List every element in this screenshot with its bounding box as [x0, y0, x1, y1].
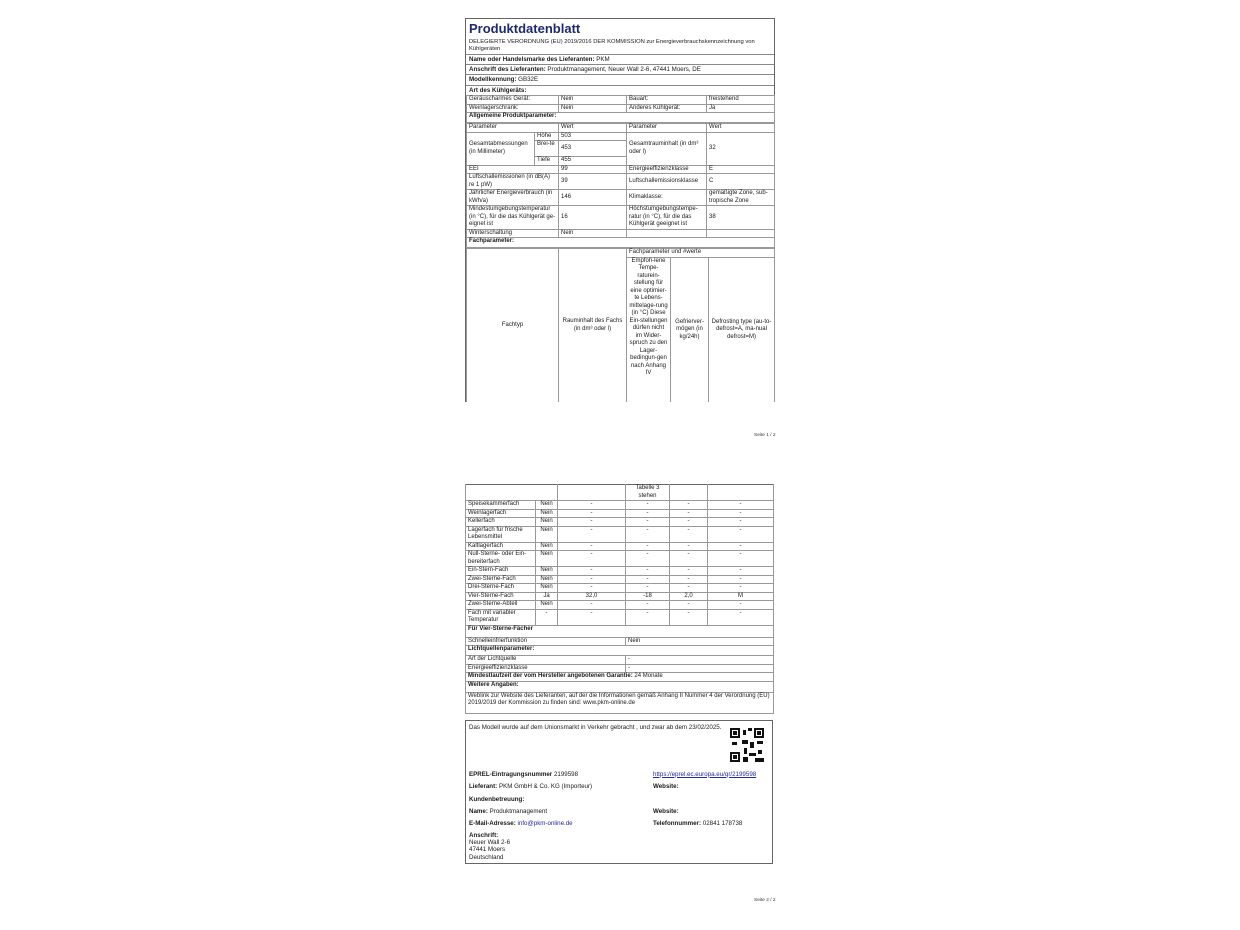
- compartment-row: [466, 551, 774, 567]
- supplier-value: PKM: [596, 55, 610, 63]
- warranty-label: Mindestlaufzeit der vom Hersteller angebotenen Garantie:: [468, 673, 633, 679]
- compartment-volume: -: [558, 518, 626, 527]
- compartment-row: [466, 501, 774, 510]
- compartment-name: Speisekammerfach: [466, 501, 536, 510]
- email-label: E-Mail-Adresse:: [469, 819, 516, 827]
- model-label: Modellkennung:: [469, 76, 517, 84]
- param-label: EEI: [467, 165, 559, 174]
- appliance-type-header: Art des Kühlgeräts:: [469, 86, 527, 94]
- col-param-header: Parameter: [627, 124, 707, 133]
- compartment-name: Zwei-Sterne-Fach: [466, 575, 536, 584]
- compartment-row: [466, 584, 774, 593]
- compartment-freeze: -: [670, 501, 708, 510]
- address-row: [466, 65, 774, 75]
- param-label: Klimaklasse:: [627, 190, 707, 206]
- compartment-present: Nein: [536, 601, 558, 610]
- compartment-temp: -: [626, 518, 670, 527]
- param-label: Jährlicher Energieverbrauch (in kWh/a): [467, 190, 559, 206]
- param-label: Mindestumgebungstemperatur (in °C), für die das Kühlgerät ge-eignet ist: [467, 206, 559, 230]
- compartment-row: [466, 518, 774, 527]
- compartment-temp: -: [626, 575, 670, 584]
- compartment-name: Zwei-Sterne-Abteil: [466, 601, 536, 610]
- compartment-name: Kellerfach: [466, 518, 536, 527]
- dimension-value: 503: [559, 132, 627, 141]
- compartment-defrost: -: [708, 584, 774, 593]
- param-value: gemäßigte Zone, sub-tropische Zone: [707, 190, 775, 206]
- col-param-header: Parameter: [467, 124, 559, 133]
- compartment-name: Vier-Sterne-Fach: [466, 592, 536, 601]
- email-row: [469, 820, 573, 827]
- email-value[interactable]: info@pkm-online.de: [517, 819, 573, 827]
- compartment-defrost: -: [708, 567, 774, 576]
- compartment-volume: -: [558, 551, 626, 567]
- type-value: Nein: [559, 96, 627, 105]
- address-line: Deutschland: [469, 853, 504, 861]
- comp-col-freeze: Gefrierver-mögen (in kg/24h): [671, 257, 709, 402]
- compartment-row: [466, 609, 774, 625]
- type-value: freistehend: [707, 96, 775, 105]
- dimension-label: Brei-te: [535, 141, 559, 157]
- compartment-freeze: -: [670, 509, 708, 518]
- type-label: Bauart:: [627, 96, 707, 105]
- page-number: Seite 1 / 2: [754, 433, 776, 438]
- compartment-volume: -: [558, 609, 626, 625]
- supplier-label: Name oder Handelsmarke des Lieferanten:: [469, 55, 595, 63]
- compartment-temp: -: [626, 501, 670, 510]
- type-row: [467, 104, 775, 113]
- phone-value: 02841 178738: [702, 819, 743, 827]
- page-2: [465, 484, 773, 864]
- comp-col-temp: Empfoh-lene Tempe-raturein-stellung für eine optimier-te Lebens-mittelage-rung (in °C) Diese Ein-stellungen dürfen nicht im Wider-spruch zu den Lager-bedingun-gen nach Anhang IV: [627, 257, 671, 402]
- supplier-row: [469, 783, 592, 790]
- website-label: Website:: [653, 782, 679, 790]
- type-label: Geräuscharmes Gerät:: [467, 96, 559, 105]
- compartment-volume: -: [558, 584, 626, 593]
- param-value: [707, 229, 775, 238]
- eprel-label: EPREL-Eintragungsnummer: [469, 770, 553, 778]
- compartment-defrost: -: [708, 526, 774, 542]
- market-text: Das Modell wurde auf dem Unionsmarkt in Verkehr gebracht , und zwar ab dem 23/02/2025.: [469, 723, 722, 731]
- compartment-name: Kaltlagerfach: [466, 542, 536, 551]
- compartment-freeze: -: [670, 518, 708, 527]
- compartment-present: Nein: [536, 526, 558, 542]
- compartment-defrost: -: [708, 575, 774, 584]
- comp-group-header: Fachparameter und #werte: [627, 249, 775, 258]
- compartment-freeze: -: [670, 575, 708, 584]
- param-value: Nein: [559, 229, 627, 238]
- registration-box: [465, 720, 773, 864]
- warranty-value: 24 Monate: [634, 673, 663, 679]
- general-params-header: Allgemeine Produktparameter:: [467, 113, 775, 123]
- page-number: Seite 2 / 2: [754, 898, 776, 903]
- compartment-defrost: M: [708, 592, 774, 601]
- param-label: [627, 229, 707, 238]
- type-value: Nein: [559, 104, 627, 113]
- compartment-row: [466, 542, 774, 551]
- name-label: Name:: [469, 807, 488, 815]
- compartment-present: Nein: [536, 501, 558, 510]
- compartment-freeze: -: [670, 601, 708, 610]
- compartment-volume: -: [558, 509, 626, 518]
- dimension-value: 453: [559, 141, 627, 157]
- warranty-row: [466, 673, 774, 682]
- compartment-name: Null-Sterne- oder Ein-bereiterfach: [466, 551, 536, 567]
- address-value: Produktmanagement, Neuer Wall 2-6, 47441 Moers, DE: [547, 65, 701, 73]
- supplier-value: PKM GmbH & Co. KG (Importeur): [498, 782, 593, 790]
- compartment-freeze: -: [670, 542, 708, 551]
- compartment-defrost: -: [708, 501, 774, 510]
- param-value: 38: [707, 206, 775, 230]
- param-label: Winterschaltung: [467, 229, 559, 238]
- supplier-label: Lieferant:: [469, 782, 498, 790]
- compartment-name: Drei-Sterne-Fach: [466, 584, 536, 593]
- qr-code-icon: [730, 728, 764, 762]
- compartment-freeze: -: [670, 567, 708, 576]
- light-type-label: Art der Lichtquelle: [466, 656, 626, 665]
- model-row: [466, 75, 774, 85]
- compartment-table: [465, 484, 774, 626]
- address-label: Anschrift:: [469, 831, 499, 839]
- compartment-name: Lagerfach für frische Lebensmittel: [466, 526, 536, 542]
- compartment-volume: 32,0: [558, 592, 626, 601]
- website2-label: Website:: [653, 807, 679, 815]
- compartment-header-table: [466, 248, 775, 402]
- contact-name-row: [469, 808, 547, 815]
- dimensions-label: Gesamtabmessungen (in Millimeter): [467, 132, 535, 165]
- compartment-freeze: 2,0: [670, 592, 708, 601]
- type-label: Anderes Kühlgerät:: [627, 104, 707, 113]
- name-value: Produktmanagement: [489, 807, 548, 815]
- compartment-defrost: -: [708, 518, 774, 527]
- eprel-link[interactable]: https://eprel.ec.europa.eu/qr/2199598: [653, 770, 757, 778]
- dimension-label: Tiefe: [535, 157, 559, 166]
- general-params-table: [466, 123, 775, 248]
- compartment-temp: -18: [626, 592, 670, 601]
- volume-label: Gesamtrauminhalt (in dm³ oder l): [627, 132, 707, 165]
- compartment-row: [466, 567, 774, 576]
- compartment-present: Nein: [536, 584, 558, 593]
- compartment-present: Nein: [536, 542, 558, 551]
- param-value: 39: [559, 174, 627, 190]
- compartment-temp: -: [626, 584, 670, 593]
- compartment-volume: -: [558, 601, 626, 610]
- compartment-volume: -: [558, 567, 626, 576]
- light-type-value: -: [626, 656, 774, 665]
- comp-col-defrost: Defrosting type (au-to-defrost=A, ma-nual defrost=M): [709, 257, 775, 402]
- light-class-label: Energieeffizienzklasse: [466, 664, 626, 673]
- type-row: [467, 96, 775, 105]
- quick-freeze-label: Schnelleinfrierfunktion: [466, 637, 626, 646]
- compartment-present: Ja: [536, 592, 558, 601]
- compartment-name: Ein-Stern-Fach: [466, 567, 536, 576]
- param-value: 146: [559, 190, 627, 206]
- param-label: Luftschallemissionsklasse: [627, 174, 707, 190]
- compartment-freeze: -: [670, 584, 708, 593]
- page-title: Produktdatenblatt: [469, 21, 581, 36]
- compartment-row: [466, 526, 774, 542]
- compartment-defrost: -: [708, 542, 774, 551]
- compartment-freeze: -: [670, 551, 708, 567]
- compartment-temp: -: [626, 601, 670, 610]
- compartment-defrost: -: [708, 601, 774, 610]
- compartment-name: Weinlagerfach: [466, 509, 536, 518]
- type-label: Weinlagerschrank:: [467, 104, 559, 113]
- param-label: Höchstumgebungstempe-ratur (in °C), für die das Kühlgerät geeignet ist: [627, 206, 707, 230]
- page-1: [465, 18, 775, 402]
- compartment-freeze: -: [670, 526, 708, 542]
- dimension-value: 455: [559, 157, 627, 166]
- compartment-header: Fachparameter:: [467, 238, 775, 248]
- compartment-volume: -: [558, 526, 626, 542]
- compartment-row: [466, 592, 774, 601]
- compartment-row: [466, 575, 774, 584]
- compartment-temp: -: [626, 526, 670, 542]
- compartment-present: Nein: [536, 518, 558, 527]
- four-star-header: Für Vier-Sterne-Fächer: [466, 626, 774, 638]
- light-class-value: -: [626, 664, 774, 673]
- param-value: 99: [559, 165, 627, 174]
- compartment-present: Nein: [536, 575, 558, 584]
- param-label: Luftschallemissionen (in dB(A) re 1 pW): [467, 174, 559, 190]
- address-line: Neuer Wall 2-6: [469, 838, 511, 846]
- regulation-text: DELEGIERTE VERORDNUNG (EU) 2019/2016 DER KOMMISSION zur Energieverbrauchskennzeichnung von Kühlgeräten: [466, 38, 774, 55]
- four-star-table: [465, 626, 774, 714]
- more-info-text: Weblink zur Website des Lieferanten, auf der die Informationen gemäß Anhang II Nummer 4 der Verordnung (EU) 2019/2019 der Kommission zu finden sind: www.pkm-online.de: [466, 692, 774, 713]
- more-info-header: Weitere Angaben:: [466, 681, 774, 692]
- col-value-header: Wert: [707, 124, 775, 133]
- phone-row: [653, 820, 742, 827]
- compartment-freeze: -: [670, 609, 708, 625]
- param-value: 16: [559, 206, 627, 230]
- compartment-temp: -: [626, 551, 670, 567]
- compartment-temp: -: [626, 567, 670, 576]
- compartment-present: Nein: [536, 567, 558, 576]
- quick-freeze-value: Nein: [626, 637, 774, 646]
- compartment-temp: -: [626, 509, 670, 518]
- param-value: E: [707, 165, 775, 174]
- compartment-volume: -: [558, 501, 626, 510]
- compartment-present: Nein: [536, 551, 558, 567]
- volume-value: 32: [707, 132, 775, 165]
- compartment-present: Nein: [536, 509, 558, 518]
- compartment-defrost: -: [708, 509, 774, 518]
- comp-temp-continued: Tabelle 3 stehen: [626, 485, 670, 501]
- compartment-defrost: -: [708, 551, 774, 567]
- col-value-header: Wert: [559, 124, 627, 133]
- customer-service-label: Kundenbetreuung:: [469, 795, 525, 803]
- comp-col-type: Fachtyp: [467, 249, 559, 403]
- dimension-label: Höhe: [535, 132, 559, 141]
- supplier-row: [466, 55, 774, 65]
- compartment-temp: -: [626, 609, 670, 625]
- compartment-row: [466, 509, 774, 518]
- phone-label: Telefonnummer:: [653, 819, 702, 827]
- compartment-volume: -: [558, 542, 626, 551]
- contact-address: [469, 832, 510, 862]
- param-value: C: [707, 174, 775, 190]
- compartment-present: -: [536, 609, 558, 625]
- param-label: Energieeffizienzklasse: [627, 165, 707, 174]
- eprel-row: [469, 771, 578, 778]
- compartment-row: [466, 601, 774, 610]
- compartment-name: Fach mit variabler Temperatur: [466, 609, 536, 625]
- compartment-temp: -: [626, 542, 670, 551]
- appliance-type-table: [466, 95, 775, 123]
- address-label: Anschrift des Lieferanten:: [469, 65, 546, 73]
- comp-col-volume: Rauminhalt des Fachs (in dm³ oder l): [559, 249, 627, 403]
- compartment-volume: -: [558, 575, 626, 584]
- address-line: 47441 Moers: [469, 846, 506, 854]
- compartment-defrost: -: [708, 609, 774, 625]
- eprel-value: 2199598: [553, 770, 579, 778]
- type-value: Ja: [707, 104, 775, 113]
- model-value: GB32E: [518, 76, 539, 84]
- light-header: Lichtquellenparameter:: [466, 646, 774, 656]
